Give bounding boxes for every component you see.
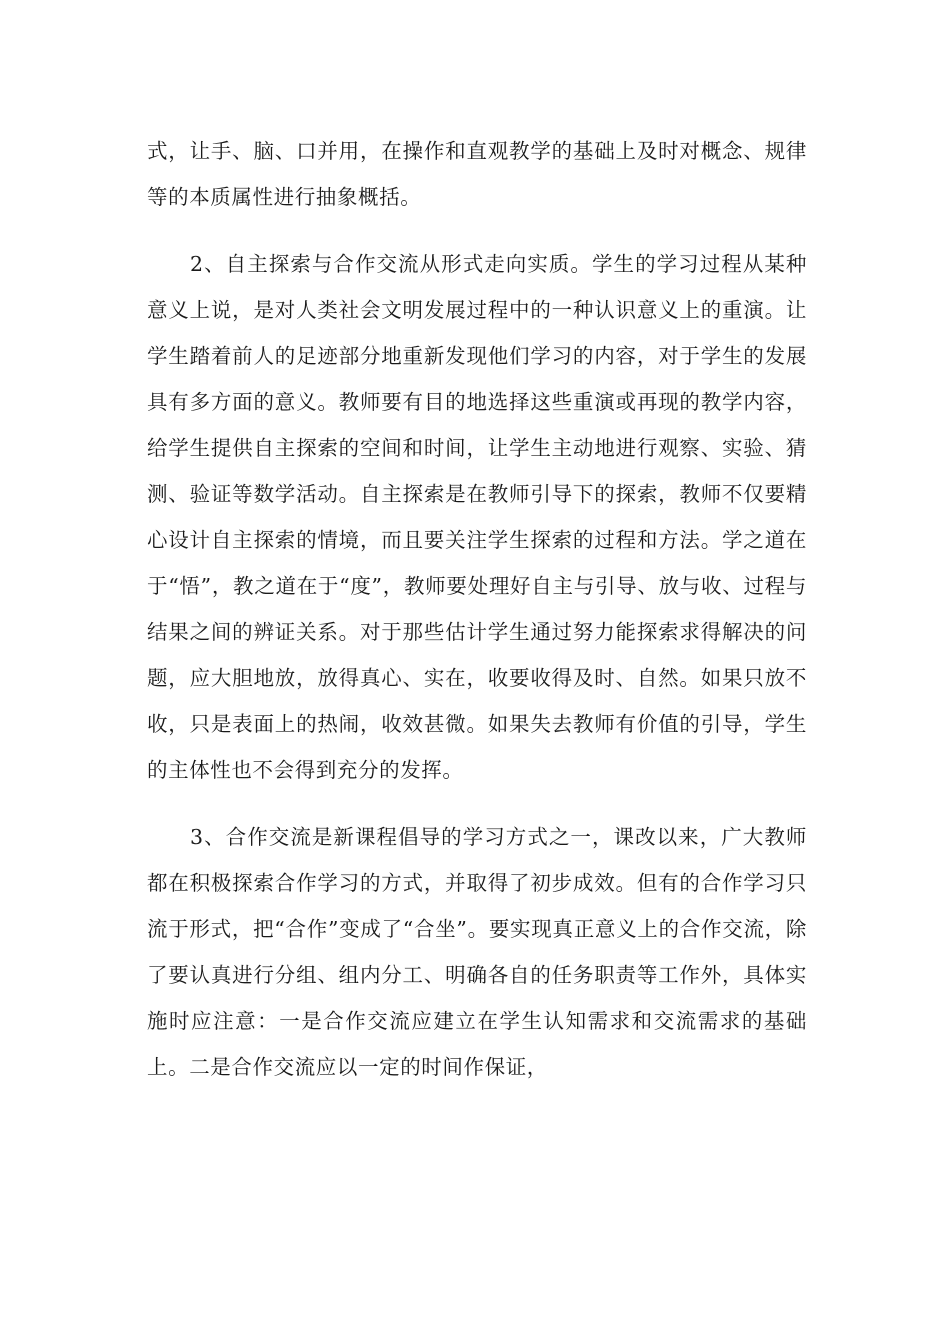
paragraph-2: 2、自主探索与合作交流从形式走向实质。学生的学习过程从某种意义上说，是对人类社会文明发展过程中的一种认识意义上的重演。让学生踏着前人的足迹部分地重新发现他们学习的内容，对于学生的发展具有多方面的意义。教师要有目的地选择这些重演或再现的教学内容，给学生提供自主探索的空间和时间，让学生主动地进行观察、实验、猜测、验证等数学活动。自主探索是在教师引导下的探索，教师不仅要精心设计自主探索的情境，而且要关注学生探索的过程和方法。学之道在于“悟”，教之道在于“度”，教师要处理好自主与引导、放与收、过程与结果之间的辨证关系。对于那些估计学生通过努力能探索求得解决的问题，应大胆地放，放得真心、实在，收要收得及时、自然。如果只放不收，只是表面上的热闹，收效甚微。如果失去教师有价值的引导，学生的主体性也不会得到充分的发挥。 <box>147 252 807 782</box>
paragraph-continuation: 式，让手、脑、口并用，在操作和直观教学的基础上及时对概念、规律等的本质属性进行抽象概括。 <box>147 139 807 209</box>
document-body <box>147 128 807 1090</box>
paragraph-3: 3、合作交流是新课程倡导的学习方式之一，课改以来，广大教师都在积极探索合作学习的方式，并取得了初步成效。但有的合作学习只流于形式，把“合作”变成了“合坐”。要实现真正意义上的合作交流，除了要认真进行分组、组内分工、明确各自的任务职责等工作外，具体实施时应注意：一是合作交流应建立在学生认知需求和交流需求的基础上。二是合作交流应以一定的时间作保证， <box>147 825 807 1079</box>
